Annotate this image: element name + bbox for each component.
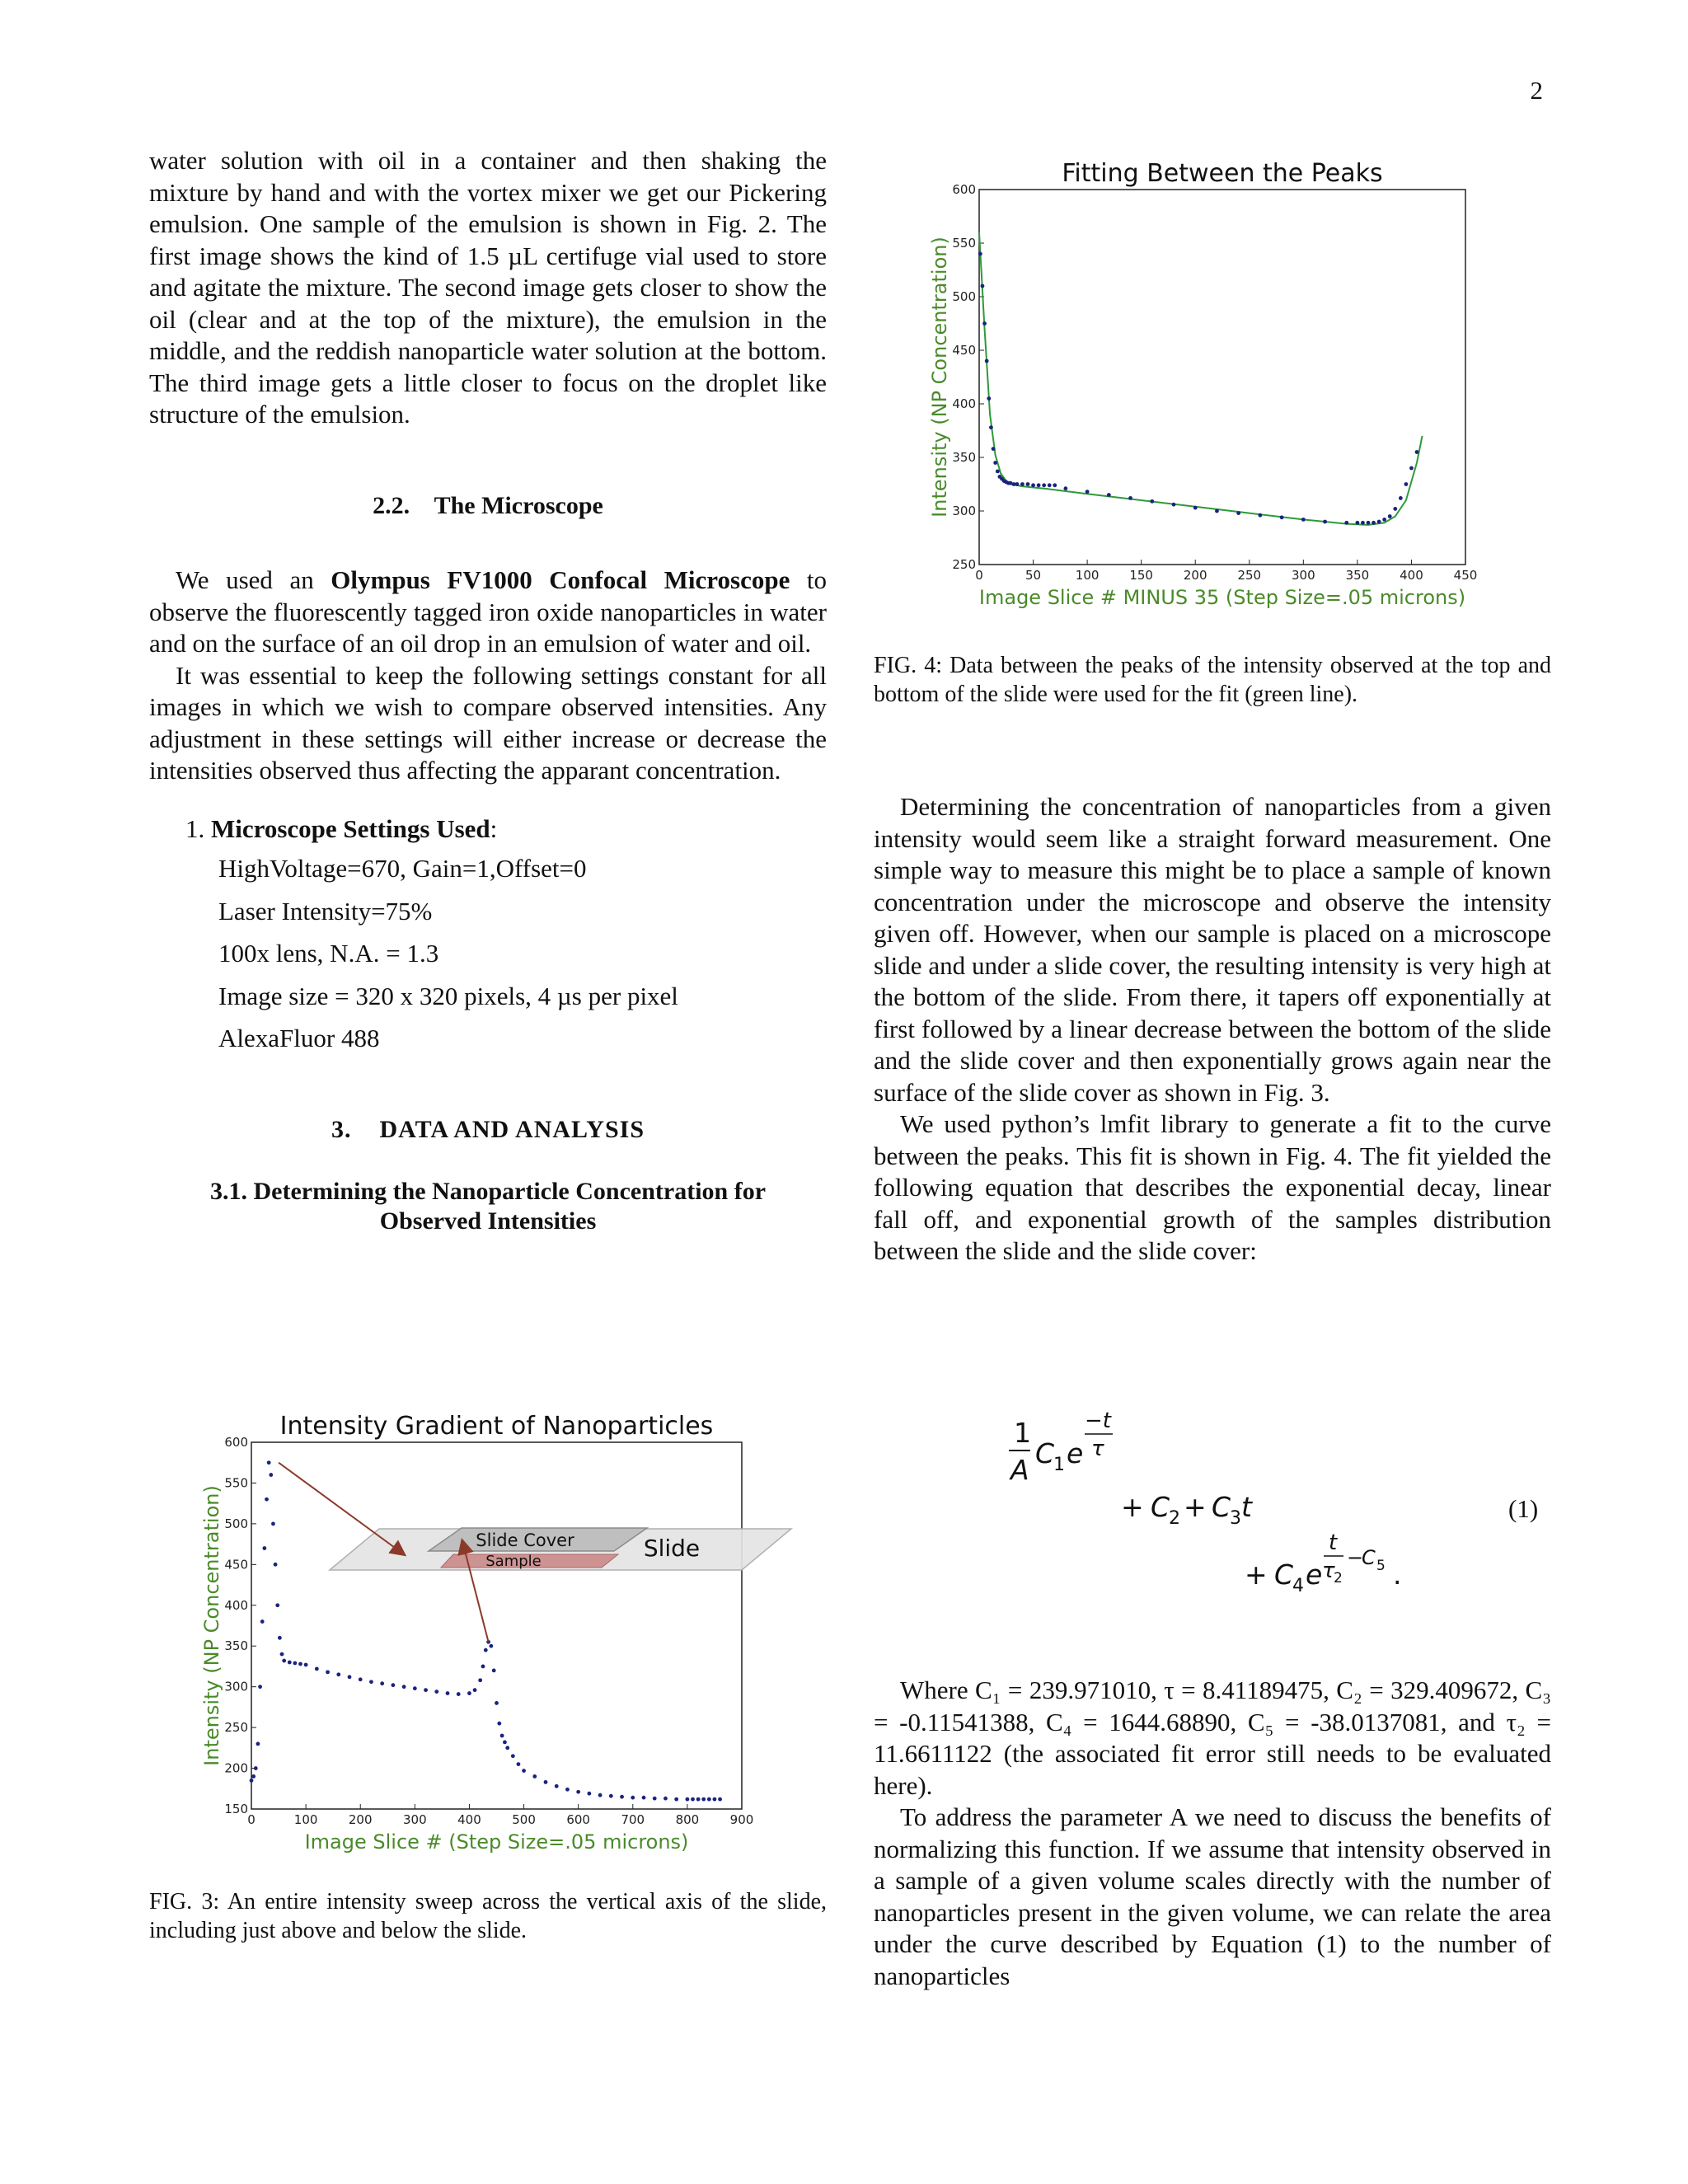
x-tick-label: 450 <box>1453 568 1478 583</box>
y-tick-label: 500 <box>952 289 976 304</box>
data-point <box>269 1473 273 1477</box>
slide-inset <box>330 1528 791 1570</box>
y-tick-label: 550 <box>224 1475 248 1491</box>
data-point <box>258 1685 262 1689</box>
data-point <box>1361 521 1365 525</box>
svg-text:+: + <box>1245 1558 1268 1591</box>
data-point <box>278 1636 282 1640</box>
y-axis-label: Intensity (NP Concentration) <box>928 237 951 518</box>
settings-colon: : <box>490 813 498 843</box>
right-paragraph-3: Where C₁ = 239.971010, τ = 8.41189475, C₂ = 329.409672, C₃ = -0.11541388, C₄ = 1644.68890, C₅ = -38.0137081, and τ₂ = 11.6611122 (the associated fit error still needs to be evaluated here). <box>874 1675 1551 1800</box>
svg-text:t: t <box>1329 1530 1338 1555</box>
y-tick-label: 350 <box>224 1638 248 1654</box>
microscope-p1-post: to observe the fluorescently tagged iron oxide nanoparticles in water and on the surface of an oil drop in an emulsion of water and oil. <box>149 565 827 658</box>
svg-text:C: C <box>1274 1558 1294 1591</box>
data-point <box>642 1796 646 1800</box>
equation-number: (1) <box>1508 1494 1539 1523</box>
slide-label: Slide <box>643 1535 701 1562</box>
microscope-paragraph-2: It was essential to keep the following settings constant for all images in which we wish to compare observed intensities. Any adjustment in these settings will either increase or decrease the intensities observed thus affecting the apparant concentration. <box>149 660 827 785</box>
y-tick-label: 600 <box>224 1435 248 1450</box>
x-axis-label: Image Slice # (Step Size=.05 microns) <box>304 1830 689 1854</box>
right-paragraph-1: Determining the concentration of nanoparticles from a given intensity would seem like a straight forward measurement. One simple way to measure this might be to place a sample of known concentration under the microscope and observe the intensity given off. However, when our sample is placed on a microscope slide and under a slide cover, the resulting intensity is very high at the bottom of the slide. From there, it tapers off exponentially at first followed by a linear decrease between the bottom of the slide and the slide cover and then exponentially grows again near the surface of the slide cover as shown in Fig. 3. <box>874 792 1551 1107</box>
data-point <box>609 1794 613 1798</box>
data-point <box>685 1797 689 1802</box>
svg-text:C: C <box>1362 1546 1376 1569</box>
data-point <box>288 1661 292 1665</box>
x-tick-label: 100 <box>293 1812 318 1827</box>
data-point <box>336 1672 340 1676</box>
data-point <box>380 1681 384 1685</box>
data-point <box>500 1734 504 1738</box>
data-point <box>424 1688 428 1692</box>
data-point <box>696 1797 701 1802</box>
x-tick-label: 700 <box>621 1812 645 1827</box>
data-point <box>348 1675 352 1679</box>
data-point <box>1031 483 1035 487</box>
data-point <box>587 1792 591 1796</box>
data-point <box>511 1754 515 1758</box>
data-point <box>1053 483 1057 487</box>
data-point <box>473 1688 477 1692</box>
data-point <box>707 1797 711 1802</box>
data-point <box>555 1784 559 1788</box>
section-heading-3: 3. DATA AND ANALYSIS <box>331 1115 645 1143</box>
svg-text:−: − <box>1347 1546 1364 1569</box>
settings-number: 1. <box>185 813 205 843</box>
data-point <box>1399 496 1403 500</box>
figure-3-chart <box>185 1401 795 1863</box>
sample-label: Sample <box>485 1553 542 1570</box>
data-point <box>522 1769 526 1773</box>
data-point <box>576 1790 580 1794</box>
right-paragraph-2: We used python’s lmfit library to generate a fit to the curve between the peaks. This fit is shown in Fig. 4. The fit yielded the following equation that describes the exponential decay, linear fall off, and exponential growth of the samples distribution between the slide and the slide cover: <box>874 1109 1551 1265</box>
data-point <box>369 1680 373 1684</box>
slide-cover-label: Slide Cover <box>476 1530 574 1550</box>
setting-item: 100x lens, N.A. = 1.3 <box>218 939 439 968</box>
data-point <box>1215 509 1219 513</box>
data-point <box>1280 515 1284 519</box>
data-point <box>478 1678 482 1682</box>
svg-text:5: 5 <box>1376 1558 1386 1574</box>
data-point <box>267 1460 271 1465</box>
data-point <box>1377 520 1381 524</box>
data-point <box>503 1741 507 1745</box>
x-axis-label: Image Slice # MINUS 35 (Step Size=.05 microns) <box>978 586 1466 609</box>
setting-item: HighVoltage=670, Gain=1,Offset=0 <box>218 854 587 883</box>
svg-text:t: t <box>1241 1491 1252 1523</box>
data-point <box>1236 511 1240 515</box>
data-point <box>1301 518 1306 522</box>
y-tick-label: 300 <box>952 504 976 518</box>
data-point <box>489 1644 493 1648</box>
data-point <box>1388 514 1392 518</box>
y-tick-label: 450 <box>952 343 976 358</box>
data-point <box>1193 506 1198 510</box>
data-point <box>989 425 993 429</box>
data-point <box>1063 486 1067 490</box>
y-tick-label: 300 <box>224 1679 248 1694</box>
page-number: 2 <box>1530 76 1543 105</box>
intro-paragraph: water solution with oil in a container and then shaking the mixture by hand and with the vortex mixer we get our Pickering emulsion. One sample of the emulsion is shown in Fig. 2. The first image shows the kind of 1.5 µL certifuge vial used to store and agitate the mixture. The second image gets closer to show the oil (clear and at the top of the mixture), the emulsion in the middle, and the reddish nanoparticle water solution at the bottom. The third image gets a little closer to focus on the droplet like structure of the emulsion. <box>149 146 827 429</box>
data-point <box>457 1692 461 1696</box>
data-point <box>315 1667 319 1671</box>
data-point <box>275 1603 279 1607</box>
data-point <box>497 1722 501 1726</box>
data-point <box>1409 466 1414 471</box>
data-point <box>1026 482 1030 486</box>
y-tick-label: 450 <box>224 1557 248 1572</box>
x-tick-label: 300 <box>403 1812 427 1827</box>
data-point <box>981 284 985 288</box>
data-point <box>282 1659 286 1663</box>
data-point <box>978 252 982 256</box>
data-point <box>620 1795 624 1799</box>
data-point <box>492 1668 496 1672</box>
data-point <box>1372 521 1376 525</box>
svg-text:4: 4 <box>1292 1576 1304 1596</box>
data-point <box>631 1796 635 1800</box>
y-tick-label: 400 <box>952 396 976 411</box>
svg-text:+: + <box>1121 1491 1144 1523</box>
plot-frame <box>979 190 1465 565</box>
x-tick-label: 300 <box>1292 568 1315 583</box>
x-tick-label: 600 <box>566 1812 590 1827</box>
data-point <box>1355 521 1359 525</box>
data-point <box>274 1563 278 1567</box>
data-point <box>1020 482 1025 486</box>
data-point <box>280 1652 284 1657</box>
data-point <box>718 1797 722 1802</box>
data-point <box>484 1648 488 1652</box>
setting-item: Image size = 320 x 320 pixels, 4 µs per pixel <box>218 981 678 1010</box>
data-point <box>1048 483 1052 487</box>
svg-text:2: 2 <box>1334 1570 1343 1586</box>
data-point <box>1415 450 1419 454</box>
data-point <box>326 1670 330 1674</box>
data-point <box>691 1797 695 1802</box>
equation-graphic <box>1006 1401 1467 1632</box>
y-tick-label: 200 <box>224 1760 248 1776</box>
x-tick-label: 400 <box>457 1812 481 1827</box>
fit-line <box>979 232 1423 525</box>
svg-text:C: C <box>1151 1491 1170 1523</box>
y-tick-label: 350 <box>952 450 976 465</box>
data-point <box>1344 521 1348 525</box>
microscope-p1-pre: We used an <box>176 565 331 594</box>
arrow-slide <box>279 1463 404 1554</box>
data-point <box>495 1701 499 1705</box>
data-point <box>1367 521 1371 525</box>
y-tick-label: 250 <box>952 557 976 572</box>
data-point <box>992 447 996 451</box>
settings-list-block <box>149 813 827 1055</box>
x-tick-label: 200 <box>348 1812 373 1827</box>
data-point <box>982 321 987 326</box>
figure-4-chart <box>907 157 1500 618</box>
data-point <box>987 396 991 401</box>
data-point <box>1404 482 1408 486</box>
x-tick-label: 50 <box>1025 568 1042 583</box>
setting-item: AlexaFluor 488 <box>218 1024 380 1052</box>
data-point <box>713 1797 717 1802</box>
data-point <box>1015 482 1019 486</box>
svg-text:C: C <box>1212 1491 1231 1523</box>
data-point <box>254 1766 258 1770</box>
settings-items <box>218 853 827 1055</box>
y-tick-label: 150 <box>224 1802 248 1816</box>
data-point <box>701 1797 706 1802</box>
data-point <box>996 470 1000 474</box>
data-point <box>1107 493 1111 497</box>
svg-text:.: . <box>1393 1558 1402 1591</box>
data-point <box>1323 520 1327 524</box>
x-tick-label: 350 <box>1345 568 1370 583</box>
data-point <box>359 1677 363 1681</box>
data-point <box>1382 518 1386 522</box>
section-heading-3-1: 3.1. Determining the Nanoparticle Concentration for Observed Intensities <box>209 1178 767 1235</box>
microscope-paragraph-1 <box>149 565 827 660</box>
data-point <box>1258 513 1262 518</box>
x-tick-label: 0 <box>247 1812 256 1827</box>
data-point <box>402 1685 406 1689</box>
data-point <box>262 1546 266 1550</box>
x-tick-label: 250 <box>1237 568 1262 583</box>
data-point <box>674 1797 678 1802</box>
data-point <box>1085 490 1090 494</box>
data-point <box>434 1690 438 1694</box>
data-point <box>1042 483 1046 487</box>
microscope-name: Olympus FV1000 Confocal Microscope <box>331 565 790 594</box>
section-heading-2-2: 2.2. The Microscope <box>373 491 603 519</box>
data-point <box>467 1691 471 1695</box>
svg-text:−t: −t <box>1085 1408 1111 1433</box>
chart-title: Fitting Between the Peaks <box>1062 159 1383 188</box>
left-column <box>149 145 827 1236</box>
data-point <box>293 1661 297 1666</box>
data-point <box>663 1797 668 1801</box>
setting-item: Laser Intensity=75% <box>218 896 433 926</box>
data-point <box>993 461 997 465</box>
y-tick-label: 250 <box>224 1720 248 1736</box>
data-point <box>265 1497 269 1502</box>
x-tick-label: 400 <box>1400 568 1423 583</box>
right-column-upper <box>874 791 1551 1268</box>
data-point <box>544 1780 548 1784</box>
data-point <box>298 1662 302 1666</box>
settings-title: Microscope Settings Used <box>211 813 490 843</box>
data-point <box>1172 503 1176 507</box>
data-point <box>1150 499 1154 504</box>
data-point <box>1037 483 1041 487</box>
x-tick-label: 200 <box>1183 568 1207 583</box>
data-point <box>481 1665 485 1669</box>
right-paragraph-4: To address the parameter A we need to discuss the benefits of normalizing this function. If we assume that intensity observed in a sample of a given volume scales directly with the number of nanoparticles present in the given volume, we can relate the area under the curve described by Equation (1) to the number of nanoparticles <box>874 1802 1551 1990</box>
chart-title: Intensity Gradient of Nanoparticles <box>279 1412 714 1441</box>
svg-text:+: + <box>1184 1491 1207 1523</box>
data-point <box>304 1663 308 1667</box>
x-tick-label: 150 <box>1129 568 1153 583</box>
x-tick-label: 800 <box>675 1812 700 1827</box>
x-tick-label: 900 <box>729 1812 754 1827</box>
data-point <box>532 1774 537 1779</box>
svg-text:3: 3 <box>1230 1508 1241 1529</box>
svg-text:τ: τ <box>1322 1558 1335 1583</box>
svg-text:e: e <box>1067 1437 1084 1469</box>
data-point <box>256 1741 260 1746</box>
x-tick-label: 100 <box>1075 568 1100 583</box>
data-point <box>985 359 989 363</box>
data-point <box>413 1686 417 1690</box>
svg-text:1: 1 <box>1053 1455 1065 1475</box>
data-point <box>565 1788 570 1792</box>
right-column-lower <box>874 1675 1551 1992</box>
y-tick-label: 550 <box>952 236 976 251</box>
y-tick-label: 400 <box>224 1597 248 1613</box>
y-tick-label: 600 <box>952 182 976 197</box>
data-point <box>517 1762 521 1766</box>
data-point <box>598 1793 603 1797</box>
svg-text:C: C <box>1035 1437 1055 1469</box>
svg-text:e: e <box>1306 1558 1323 1591</box>
data-point <box>1128 496 1132 500</box>
x-tick-label: 0 <box>975 568 983 583</box>
svg-text:τ: τ <box>1091 1436 1104 1461</box>
data-point <box>446 1691 450 1695</box>
x-tick-label: 500 <box>512 1812 536 1827</box>
figure-3-caption: FIG. 3: An entire intensity sweep across the vertical axis of the slide, including just above and below the slide. <box>149 1889 827 1943</box>
data-point <box>271 1521 275 1526</box>
data-point <box>250 1779 254 1783</box>
y-axis-label: Intensity (NP Concentration) <box>200 1485 223 1766</box>
y-tick-label: 500 <box>224 1516 248 1531</box>
svg-text:A: A <box>1010 1454 1029 1486</box>
data-point <box>505 1746 509 1750</box>
data-point <box>391 1683 395 1687</box>
data-point <box>653 1797 657 1801</box>
svg-text:2: 2 <box>1169 1508 1180 1529</box>
data-point <box>260 1619 265 1624</box>
data-point <box>251 1774 256 1779</box>
svg-text:1: 1 <box>1014 1417 1031 1449</box>
data-point <box>1393 507 1397 511</box>
figure-4-caption: FIG. 4: Data between the peaks of the intensity observed at the top and bottom of the slide were used for the fit (green line). <box>874 653 1551 707</box>
